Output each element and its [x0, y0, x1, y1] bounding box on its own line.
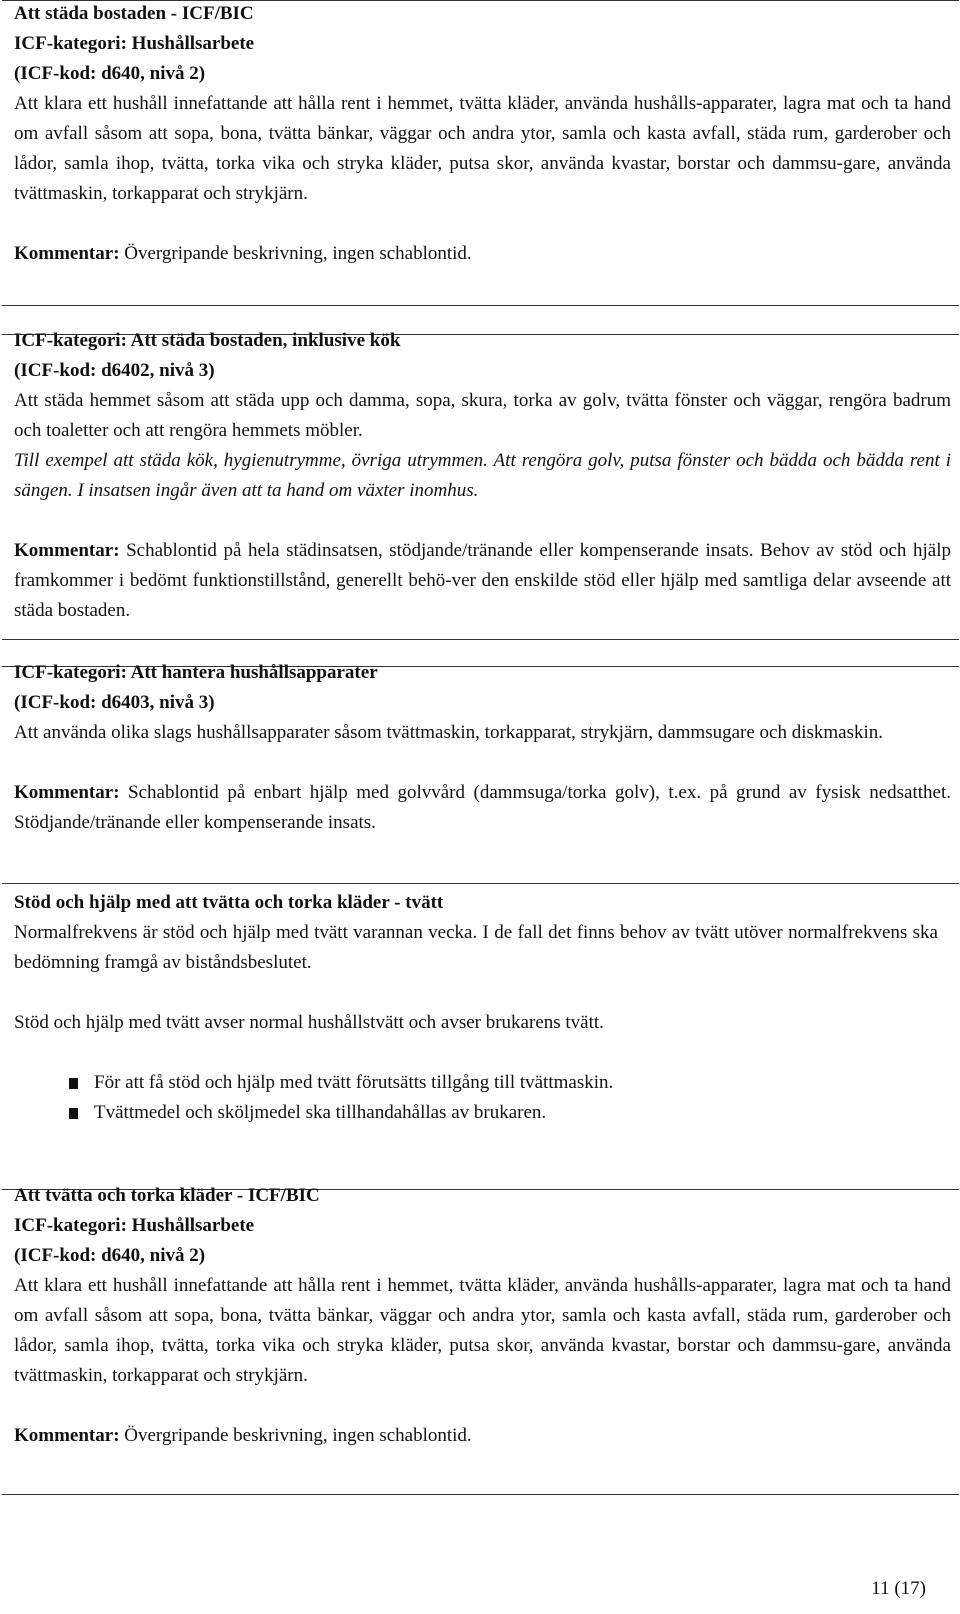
icf-code: (ICF-kod: d640, nivå 2) [14, 1245, 206, 1266]
icf-category: ICF-kategori: Hushållsarbete [14, 33, 255, 54]
laundry-bullet-list [14, 1068, 938, 1128]
icf-description: Att använda olika slags hushållsapparater såsom tvättmaskin, torkapparat, strykjärn, dammsugare och diskmaskin. [14, 722, 884, 743]
comment-text: Övergripande beskrivning, ingen schablontid. [119, 243, 472, 264]
icf-code: (ICF-kod: d6403, nivå 3) [14, 692, 215, 713]
comment-text: Schablontid på enbart hjälp med golvvård (dammsuga/torka golv), t.ex. på grund av fysisk nedsatthet. Stödjande/tränande eller kompenserande insats. [14, 782, 951, 833]
page-number: 11 (17) [871, 1578, 926, 1599]
comment-text: Övergripande beskrivning, ingen schablontid. [119, 1425, 472, 1446]
list-item [14, 1098, 938, 1128]
square-bullet-icon [69, 1078, 78, 1089]
comment-label: Kommentar: [14, 243, 120, 264]
list-item-text: För att få stöd och hjälp med tvätt förutsätts tillgång till tvättmaskin. [94, 1072, 614, 1093]
comment [14, 536, 951, 626]
icf-category: ICF-kategori: Hushållsarbete [14, 1215, 255, 1236]
list-item [14, 1068, 938, 1098]
icf-category: ICF-kategori: Att städa bostaden, inklusive kök [14, 330, 401, 351]
icf-box-cleaning-home [2, 330, 959, 640]
icf-example: Till exempel att städa kök, hygienutrymme, övriga utrymmen. Att rengöra golv, putsa fönster och bädda och bädda rent i sängen. I insatsen ingår även att ta hand om växter inomhus. [14, 450, 951, 501]
icf-box-laundry [2, 1185, 959, 1495]
comment-label: Kommentar: [14, 540, 120, 561]
icf-box-household-appliances [2, 662, 959, 884]
square-bullet-icon [69, 1108, 78, 1119]
comment [14, 778, 951, 838]
laundry-heading: Stöd och hjälp med att tvätta och torka kläder - tvätt [14, 892, 444, 913]
icf-code: (ICF-kod: d6402, nivå 3) [14, 360, 215, 381]
icf-description: Att städa hemmet såsom att städa upp och damma, sopa, skura, torka av golv, tvätta fönster och väggar, rengöra badrum och toaletter och att rengöra hemmets möbler. [14, 390, 951, 441]
icf-description: Att klara ett hushåll innefattande att hålla rent i hemmet, tvätta kläder, använda hushålls-apparater, lagra mat och ta hand om avfall såsom att sopa, bona, tvätta bänkar, väggar och andra ytor, samla och kasta avfall, städa rum, garderober och lådor, samla ihop, tvätta, torka vika och stryka kläder, putsa skor, använda kvastar, borstar och dammsu-gare, använda tvättmaskin, torkapparat och strykjärn. [14, 93, 951, 204]
comment-label: Kommentar: [14, 782, 120, 803]
icf-description: Att klara ett hushåll innefattande att hålla rent i hemmet, tvätta kläder, använda hushålls-apparater, lagra mat och ta hand om avfall såsom att sopa, bona, tvätta bänkar, väggar och andra ytor, samla och kasta avfall, städa rum, garderober och lådor, samla ihop, tvätta, torka vika och stryka kläder, putsa skor, använda kvastar, borstar och dammsu-gare, använda tvättmaskin, torkapparat och strykjärn. [14, 1275, 951, 1386]
section-title: Att tvätta och torka kläder - ICF/BIC [14, 1185, 320, 1206]
laundry-section [14, 888, 938, 1128]
comment [14, 1421, 951, 1451]
laundry-paragraph: Stöd och hjälp med tvätt avser normal hushållstvätt och avser brukarens tvätt. [14, 1012, 604, 1033]
section-title: Att städa bostaden - ICF/BIC [14, 3, 254, 24]
icf-box-cleaning-overview [2, 0, 959, 306]
list-item-text: Tvättmedel och sköljmedel ska tillhandahållas av brukaren. [94, 1102, 547, 1123]
comment-text: Schablontid på hela städinsatsen, stödjande/tränande eller kompenserande insats. Behov av stöd och hjälp framkommer i bedömt funktionstillstånd, generellt behö-ver den enskilde stöd eller hjälp med samtliga delar avseende att städa bostaden. [14, 540, 951, 621]
comment [14, 239, 951, 269]
comment-label: Kommentar: [14, 1425, 120, 1446]
laundry-paragraph: Normalfrekvens är stöd och hjälp med tvätt varannan vecka. I de fall det finns behov av tvätt utöver normalfrekvens ska bedömning framgå av biståndsbeslutet. [14, 922, 938, 973]
icf-category: ICF-kategori: Att hantera hushållsapparater [14, 662, 378, 683]
icf-code: (ICF-kod: d640, nivå 2) [14, 63, 206, 84]
